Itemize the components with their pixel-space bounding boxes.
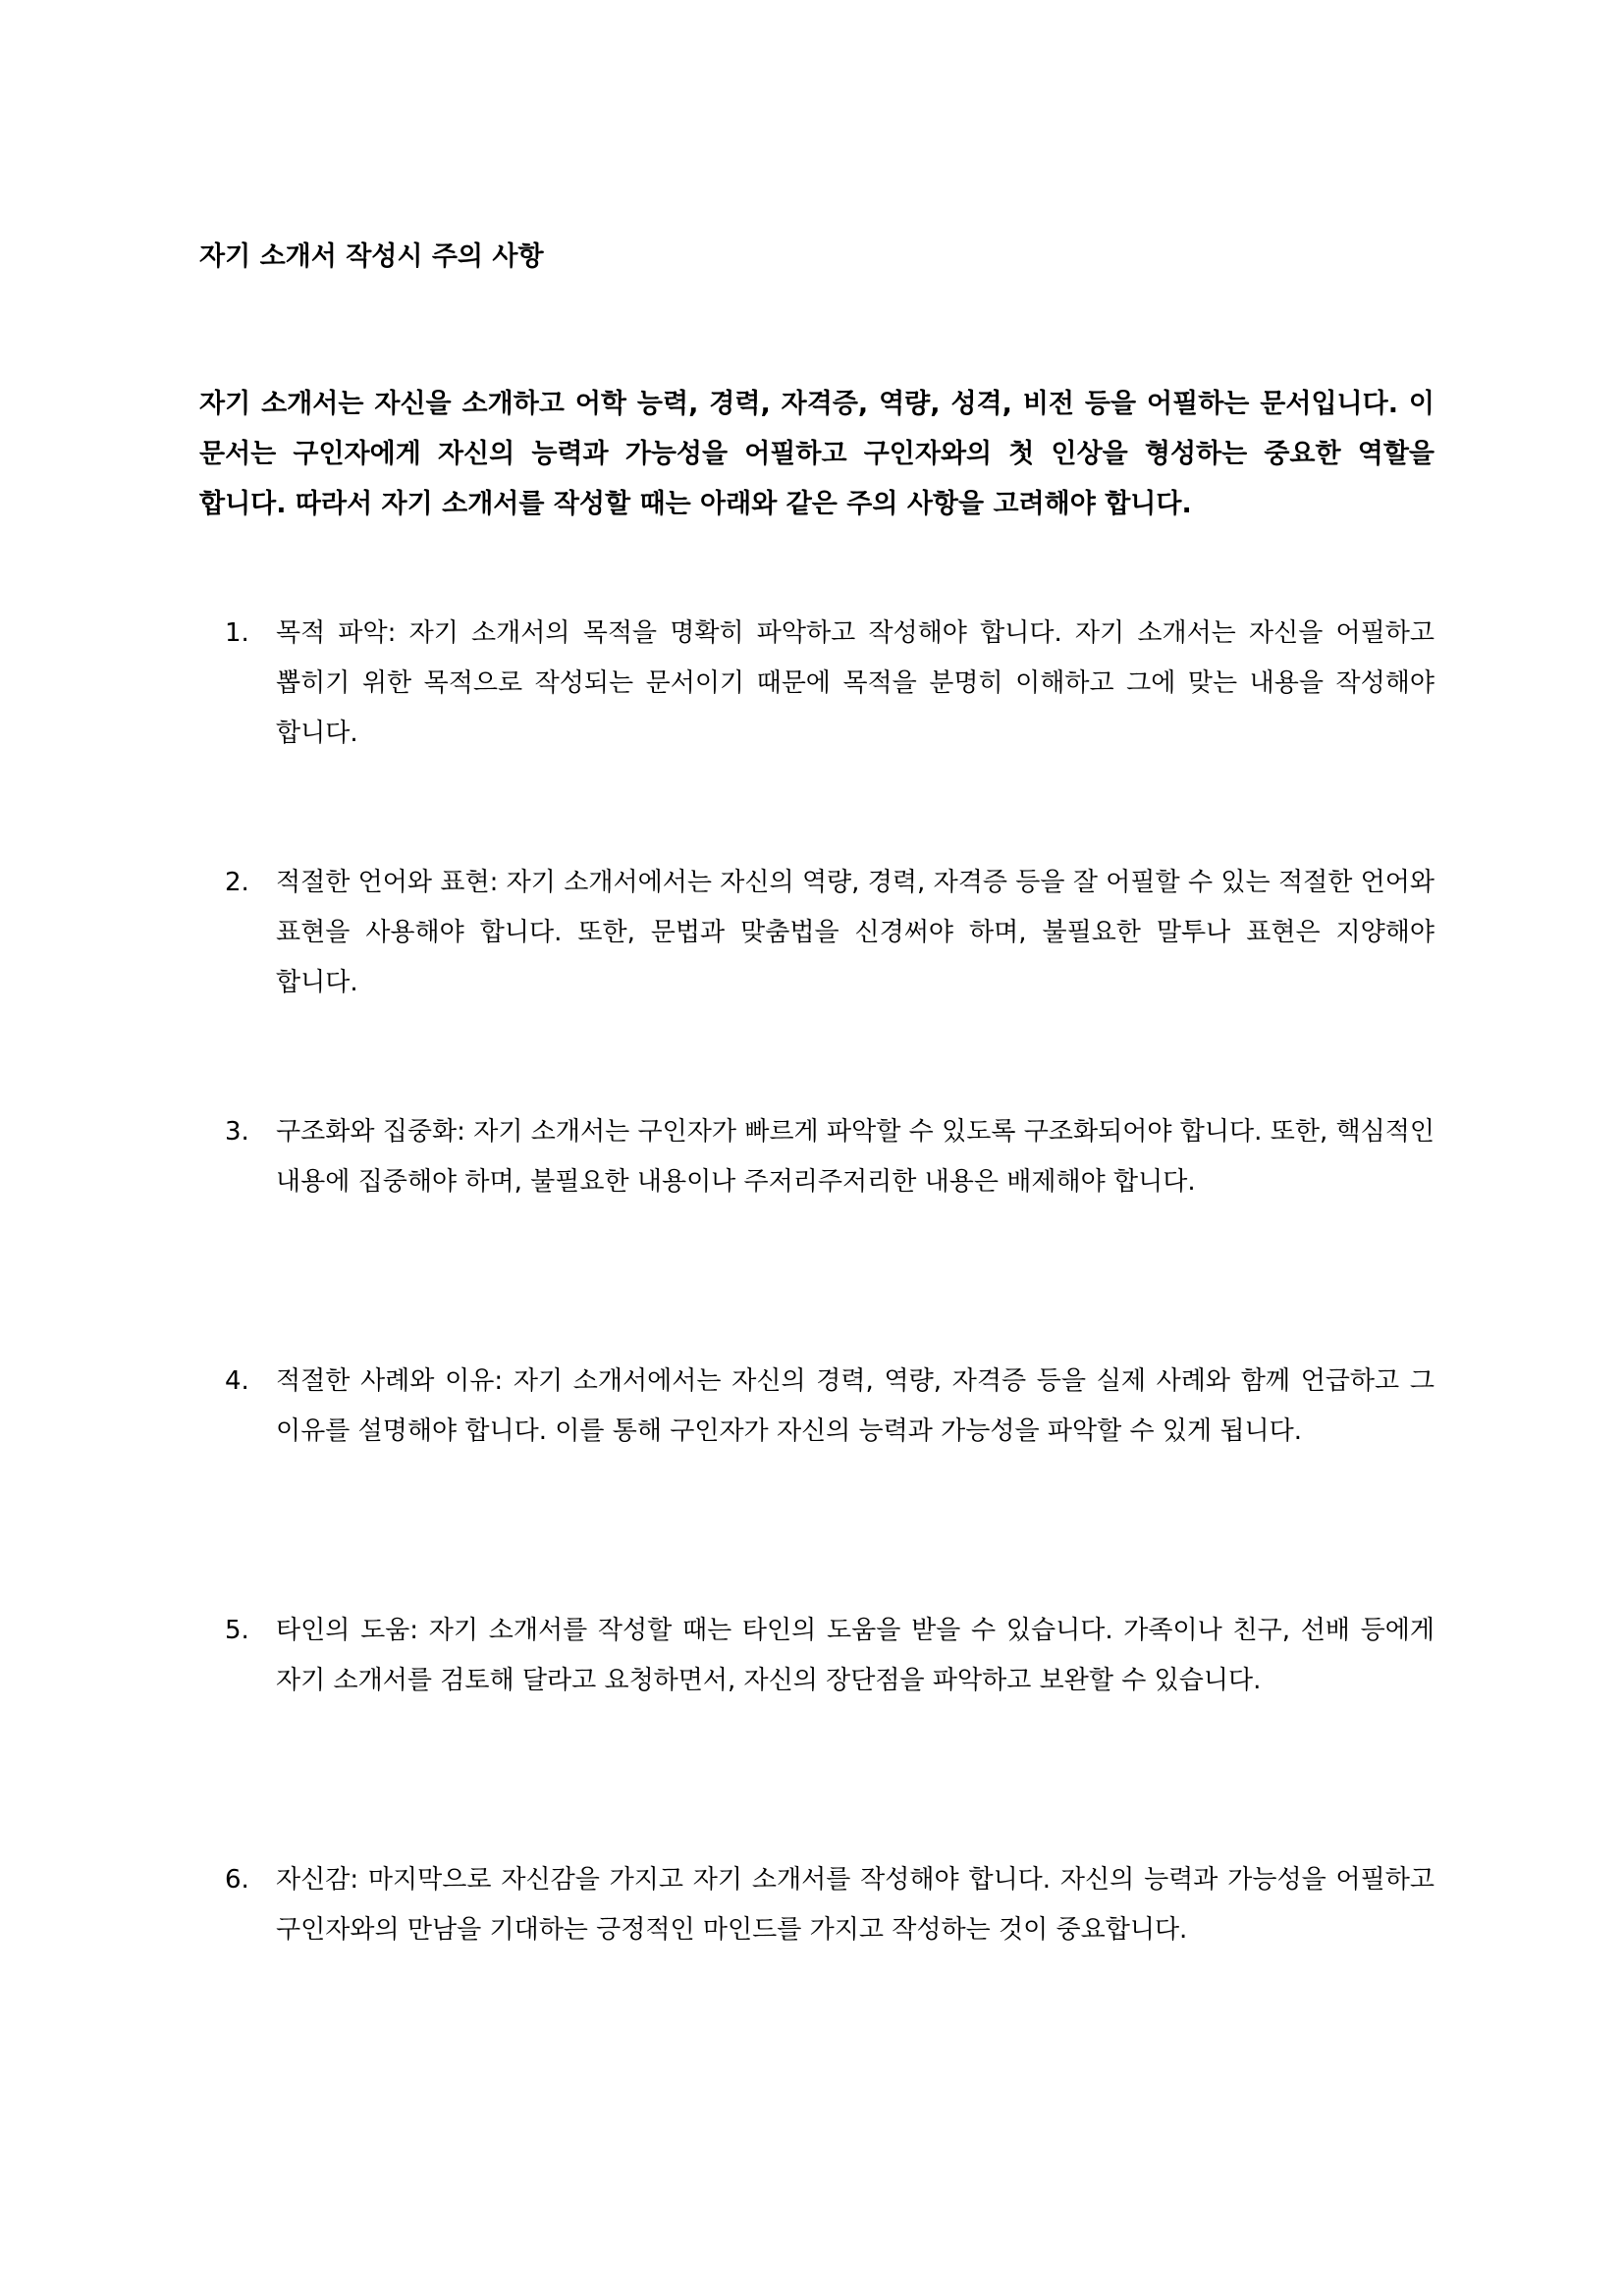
- list-item-number: 5.: [225, 1616, 249, 1645]
- list-item: [199, 609, 1435, 759]
- list-item-text: 적절한 사례와 이유: 자기 소개서에서는 자신의 경력, 역량, 자격증 등을 실제 사례와 함께 언급하고 그 이유를 설명해야 합니다. 이를 통해 구인자가 자신의 능력과 가능성을 파악할 수 있게 됩니다.: [276, 1366, 1435, 1446]
- document-title: 자기 소개서 작성시 주의 사항: [199, 241, 544, 272]
- list-item-text: 목적 파악: 자기 소개서의 목적을 명확히 파악하고 작성해야 합니다. 자기 소개서는 자신을 어필하고 뽑히기 위한 목적으로 작성되는 문서이기 때문에 목적을 분명히 이해하고 그에 맞는 내용을 작성해야 합니다.: [276, 618, 1435, 748]
- list-item: [199, 1357, 1435, 1457]
- list-item: [199, 1107, 1435, 1207]
- list-item-text: 자신감: 마지막으로 자신감을 가지고 자기 소개서를 작성해야 합니다. 자신의 능력과 가능성을 어필하고 구인자와의 만남을 기대하는 긍정적인 마인드를 가지고 작성하는 것이 중요합니다.: [276, 1865, 1435, 1945]
- list-item-number: 2.: [225, 868, 249, 897]
- list-item-text: 구조화와 집중화: 자기 소개서는 구인자가 빠르게 파악할 수 있도록 구조화되어야 합니다. 또한, 핵심적인 내용에 집중해야 하며, 불필요한 내용이나 주저리주저리한 내용은 배제해야 합니다.: [276, 1117, 1435, 1197]
- list-item: [199, 1606, 1435, 1706]
- intro-paragraph: 자기 소개서는 자신을 소개하고 어학 능력, 경력, 자격증, 역량, 성격, 비전 등을 어필하는 문서입니다. 이 문서는 구인자에게 자신의 능력과 가능성을 어필하고 구인자와의 첫 인상을 형성하는 중요한 역할을 합니다. 따라서 자기 소개서를 작성할 때는 아래와 같은 주의 사항을 고려해야 합니다.: [199, 389, 1435, 519]
- list-item-number: 1.: [225, 618, 249, 648]
- list-item-text: 타인의 도움: 자기 소개서를 작성할 때는 타인의 도움을 받을 수 있습니다. 가족이나 친구, 선배 등에게 자기 소개서를 검토해 달라고 요청하면서, 자신의 장단점을 파악하고 보완할 수 있습니다.: [276, 1616, 1435, 1695]
- list-item: [199, 1855, 1435, 1955]
- list-item-number: 6.: [225, 1865, 249, 1895]
- list-item-number: 4.: [225, 1366, 249, 1396]
- list-item-number: 3.: [225, 1117, 249, 1147]
- document-page: [199, 0, 1435, 2296]
- list-item: [199, 858, 1435, 1008]
- list-item-text: 적절한 언어와 표현: 자기 소개서에서는 자신의 역량, 경력, 자격증 등을 잘 어필할 수 있는 적절한 언어와 표현을 사용해야 합니다. 또한, 문법과 맞춤법을 신경써야 하며, 불필요한 말투나 표현은 지양해야 합니다.: [276, 868, 1435, 997]
